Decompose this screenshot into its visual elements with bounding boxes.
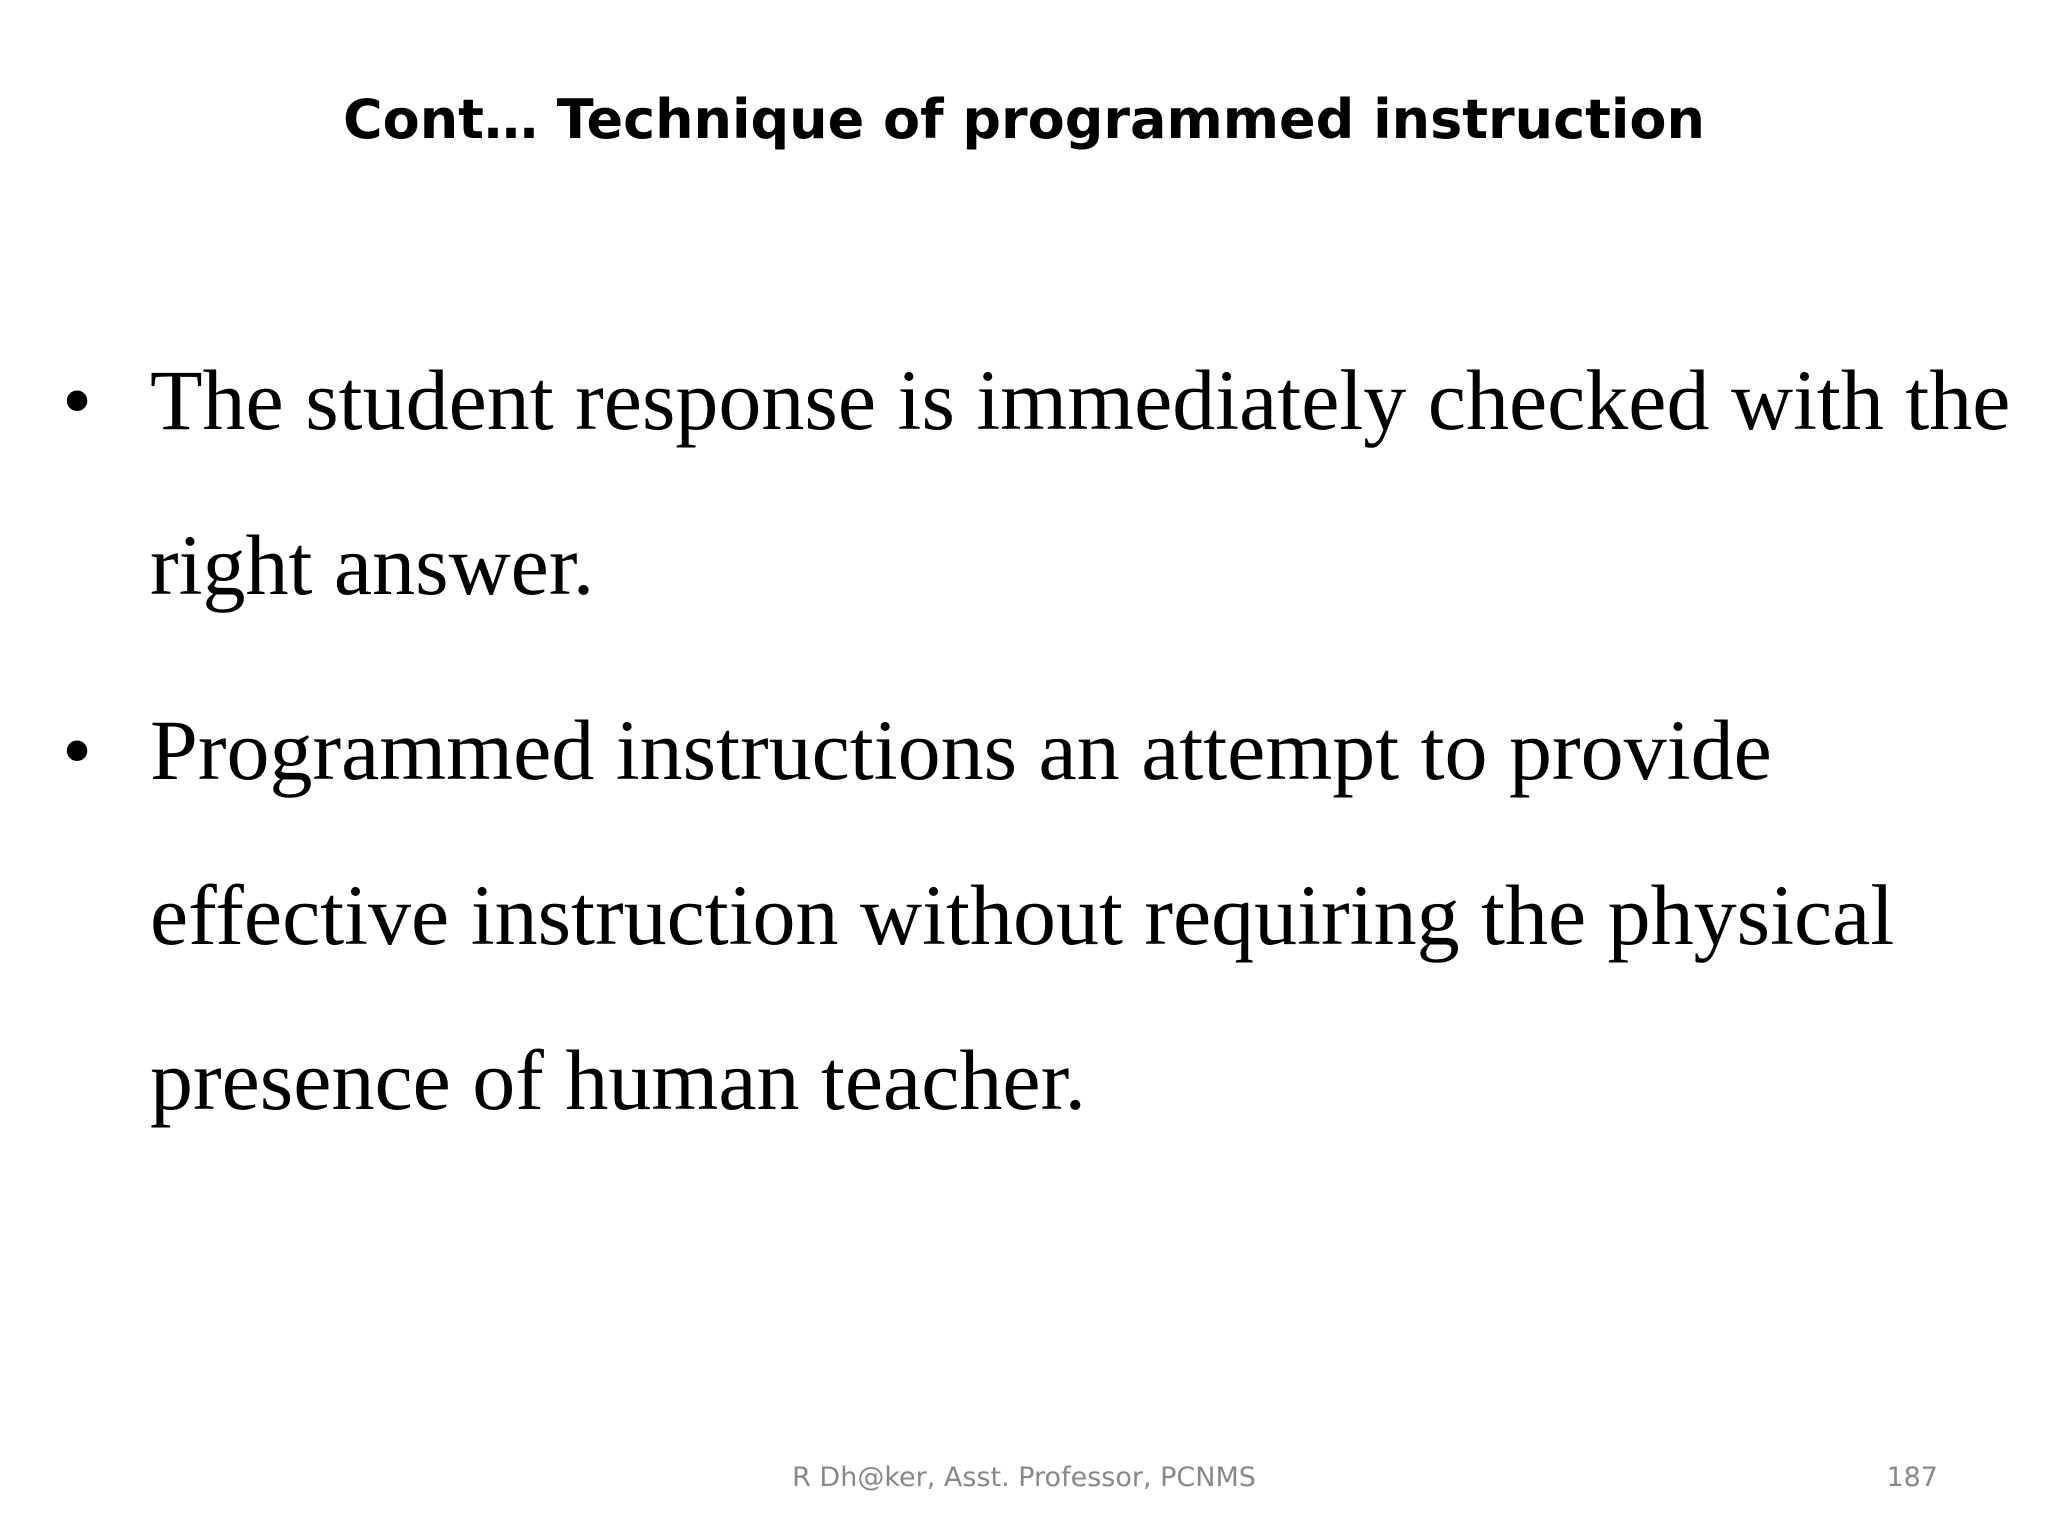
bullet-item bbox=[62, 668, 2012, 1163]
page-number: 187 bbox=[1886, 1462, 1938, 1493]
bullet-text: Programmed instructions an attempt to provide effective instruction without requiring the physical presence of human teacher. bbox=[150, 702, 1895, 1128]
bullet-dot-icon: • bbox=[62, 352, 93, 448]
bullet-list bbox=[62, 318, 2012, 1183]
footer-credit: R Dh@ker, Asst. Professor, PCNMS bbox=[792, 1462, 1256, 1493]
bullet-dot-icon: • bbox=[62, 702, 93, 798]
bullet-text: The student response is immediately checked with the right answer. bbox=[150, 352, 2011, 613]
bullet-item bbox=[62, 318, 2012, 648]
slide-title: Cont… Technique of programmed instruction bbox=[343, 88, 1705, 151]
